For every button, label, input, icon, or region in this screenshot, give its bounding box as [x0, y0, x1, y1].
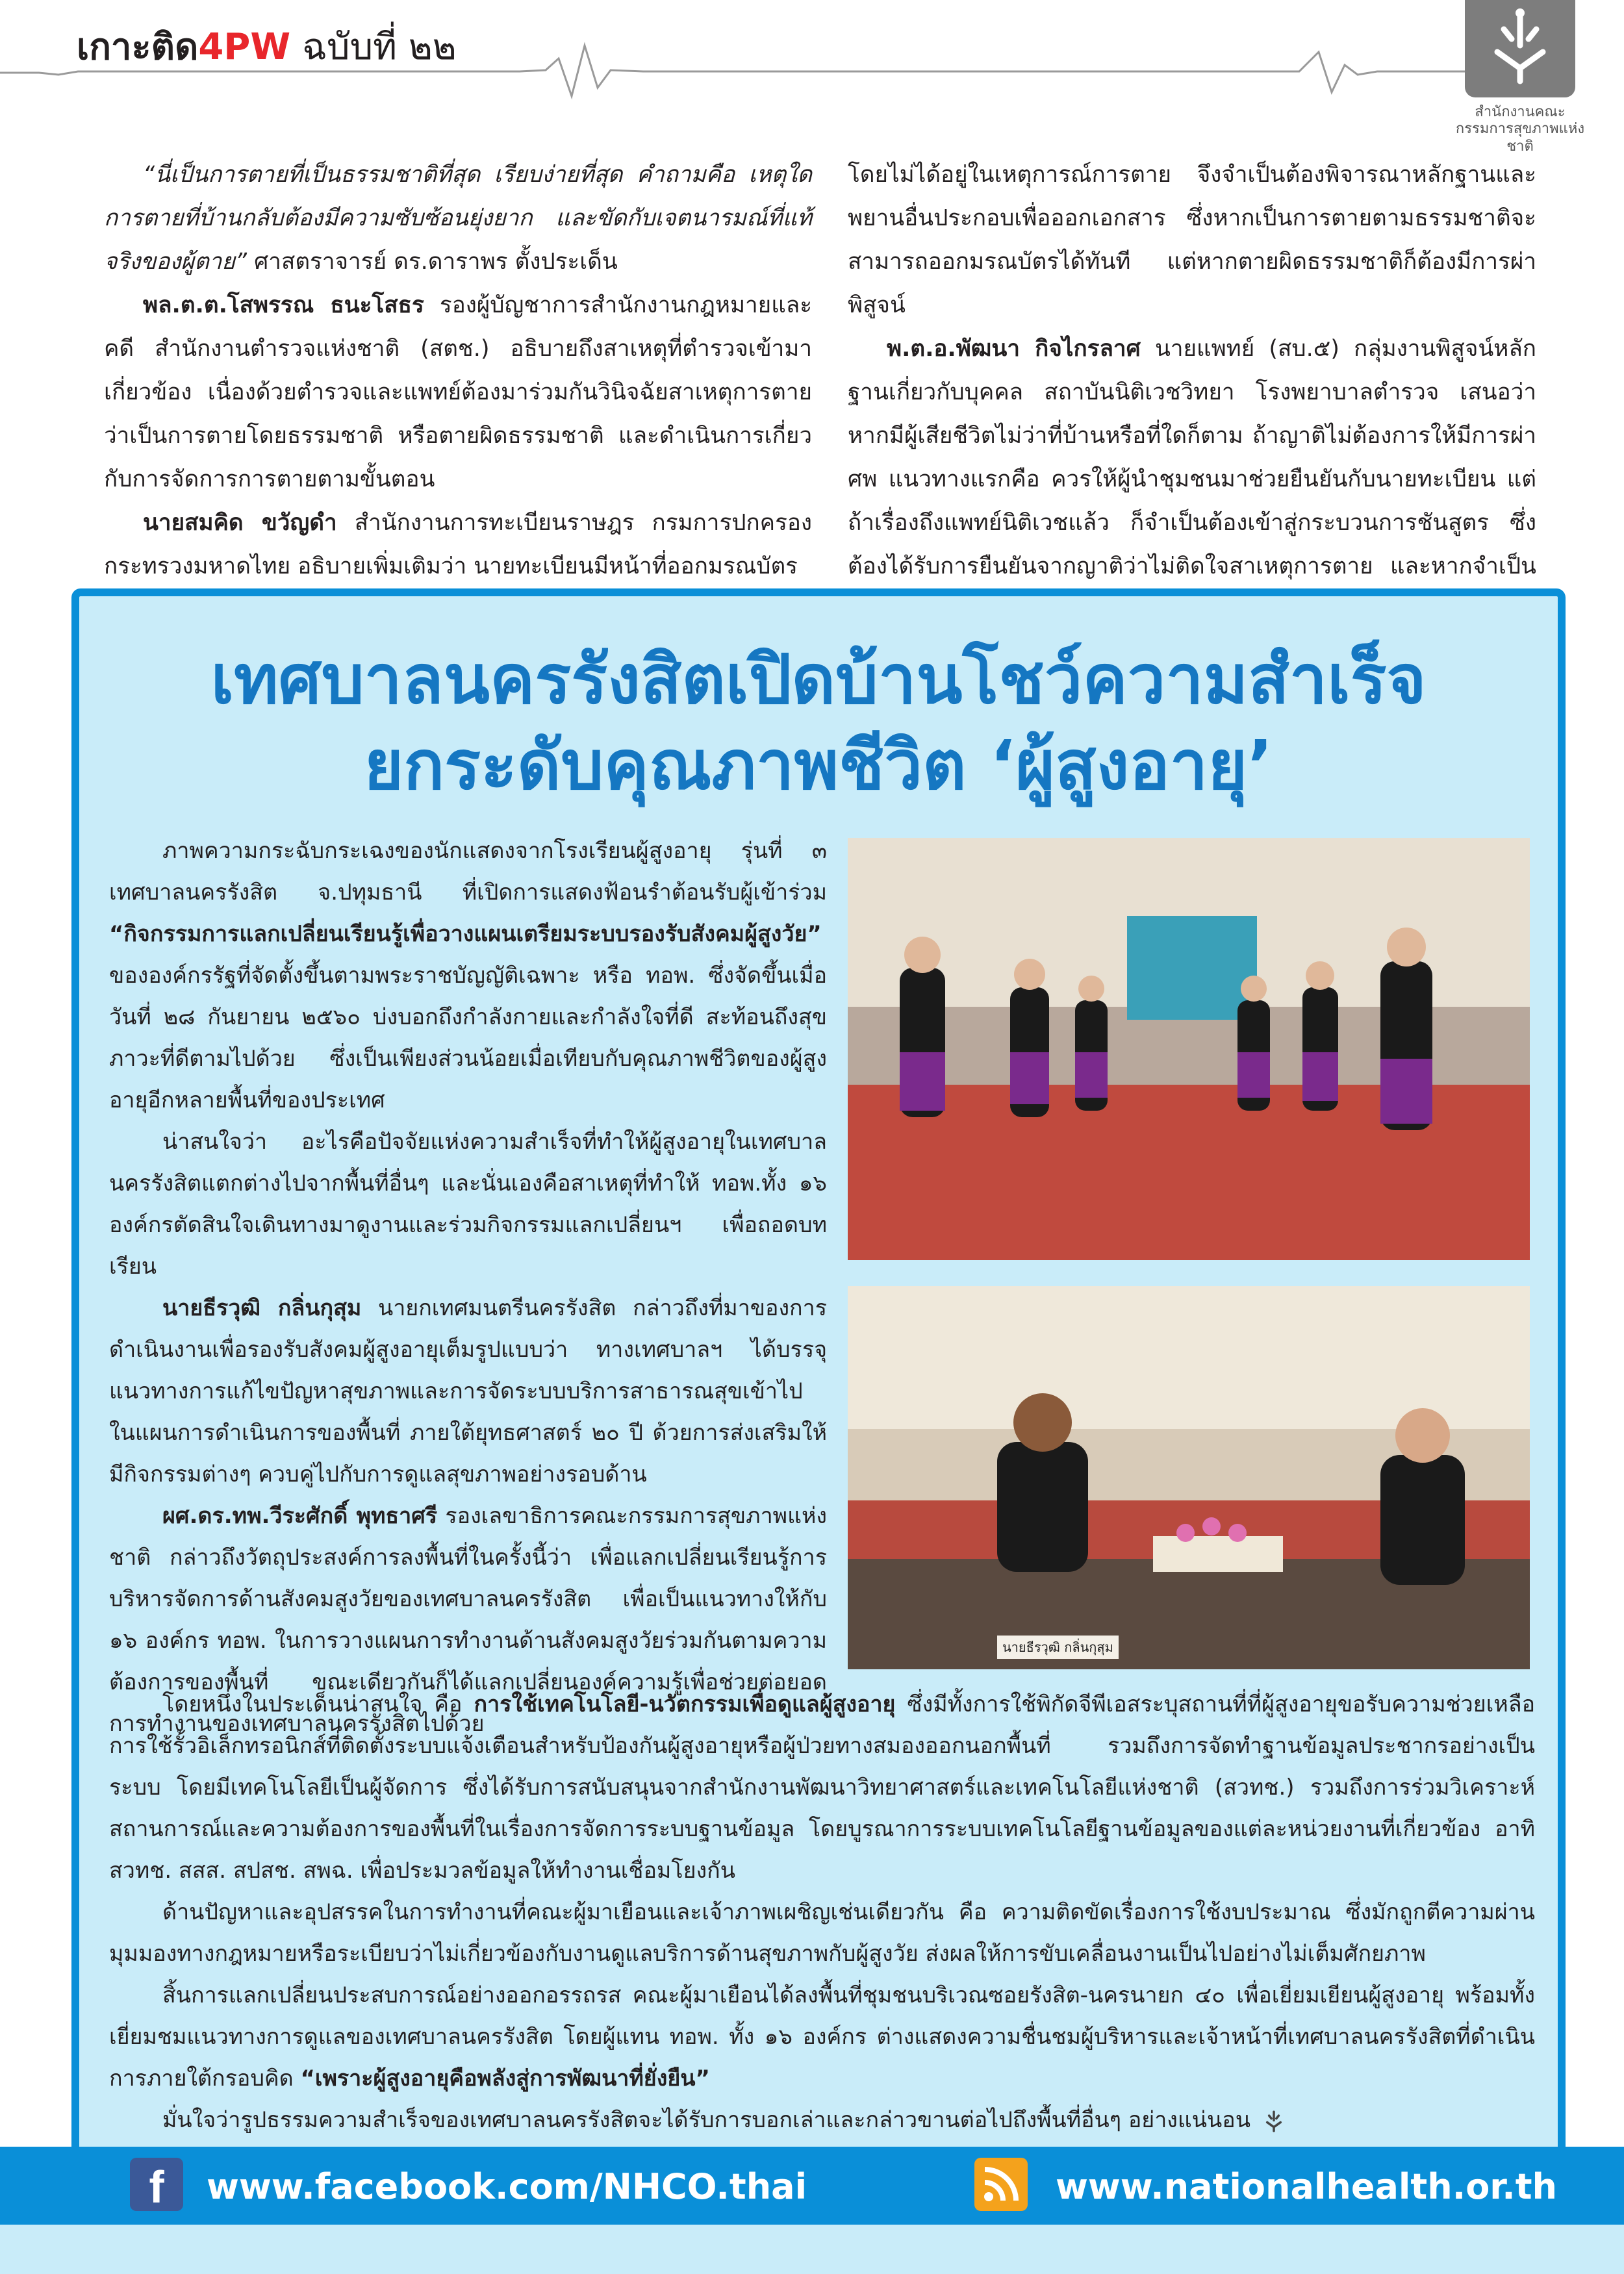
feature-title: [97, 637, 1540, 808]
feature-paragraph-2: น่าสนใจว่า อะไรคือปัจจัยแห่งความสำเร็จที่ทำให้ผู้สูงอายุในเทศบาลนครรังสิตแตกต่างไปจากพื้นที่อื่นๆ และนั่นเองคือสาเหตุที่ทำให้ ทอพ.ทั้ง ๑๖ องค์กรตัดสินใจเดินทางมาดูงานและร่วมกิจกรรมแลกเปลี่ยนฯ เพื่อถอดบทเรียน: [109, 1129, 827, 1280]
header-issue-number: ฉบับที่ ๒๒: [290, 26, 457, 68]
feature-full-width-text: [109, 1684, 1535, 2141]
left-paragraph-1: “นี่เป็นการตายที่เป็นธรรมชาติที่สุด เรียบง่ายที่สุด คำถามคือ เหตุใดการตายที่บ้านกลับต้องมีความซับซ้อนยุ่งยาก และขัดกับเจตนารมณ์ที่แท้จริงของผู้ตาย” ศาสตราจารย์ ดร.ดาราพร ตั้งประเด็น: [104, 162, 812, 275]
meeting-photo-illustration: [848, 1286, 1530, 1669]
photo-name-placard: นายธีรวุฒิ กลิ่นกุสุม: [997, 1636, 1119, 1659]
speaker-name: พ.ต.อ.พัฒนา กิจไกรลาศ: [887, 336, 1141, 362]
header-title-accent: 4PW: [198, 26, 291, 68]
dance-photo-illustration: [848, 838, 1530, 1260]
left-paragraph-2: พล.ต.ต.โสพรรณ ธนะโสธร รองผู้บัญชาการสำนักงานกฎหมายและคดี สำนักงานตำรวจแห่งชาติ (สตช.) อธิบายถึงสาเหตุที่ตำรวจเข้ามาเกี่ยวข้อง เนื่องด้วยตำรวจและแพทย์ต้องมาร่วมกันวินิจฉัยสาเหตุการตาย ว่าเป็นการตายโดยธรรมชาติ หรือตายผิดธรรมชาติ และดำเนินการเกี่ยวกับการจัดการการตายตามขั้นตอน: [104, 292, 812, 492]
facebook-link[interactable]: www.facebook.com/NHCO.thai: [207, 2166, 807, 2207]
header-title: เกาะติด4PW ฉบับที่ ๒๒: [77, 26, 457, 68]
feature-paragraph-4: ผศ.ดร.ทพ.วีระศักดิ์ พุทธาศรี รองเลขาธิการคณะกรรมการสุขภาพแห่งชาติ กล่าวถึงวัตถุประสงค์การลงพื้นที่ในครั้งนี้ว่า เพื่อแลกเปลี่ยนเรียนรู้การบริหารจัดการด้านสังคมสูงวัยของเทศบาลนครรังสิต เพื่อเป็นแนวทางให้กับ ๑๖ องค์กร ทอพ. ในการวางแผนการทำงานด้านสังคมสูงวัยร่วมกันตามความต้องการของพื้นที่ ขณะเดียวกันก็ได้แลกเปลี่ยนองค์ความรู้เพื่อช่วยต่อยอดการทำงานของเทศบาลนครรังสิตไปด้วย: [109, 1503, 827, 1737]
speaker-name: พล.ต.ต.โสพรรณ ธนะโสธร: [143, 292, 424, 318]
right-article-column: [848, 153, 1536, 632]
nhco-logo-icon: [1465, 0, 1575, 97]
nhco-logo: [1465, 0, 1575, 97]
rss-icon-glyph: [974, 2158, 1028, 2211]
left-article-column: [104, 153, 812, 588]
feature-paragraph-6: ด้านปัญหาและอุปสรรคในการทำงานที่คณะผู้มาเยือนและเจ้าภาพเผชิญเช่นเดียวกัน คือ ความติดขัดเรื่องการใช้งบประมาณ ซึ่งมักถูกตีความผ่านมุมมองทางกฎหมายหรือระเบียบว่าไม่เกี่ยวข้องกับงานดูแลบริการด้านสุขภาพกับผู้สูงวัย ส่งผลให้การขับเคลื่อนงานเป็นไปอย่างไม่เต็มศักยภาพ: [109, 1899, 1535, 1967]
feature-left-column: [109, 830, 827, 1745]
end-mark-icon: [1258, 2105, 1290, 2138]
footer-bottom-band: [0, 2225, 1624, 2274]
right-paragraph-1: โดยไม่ได้อยู่ในเหตุการณ์การตาย จึงจำเป็นต้องพิจารณาหลักฐานและพยานอื่นประกอบเพื่อออกเอกสาร ซึ่งหากเป็นการตายตามธรรมชาติจะสามารถออกมรณบัตรได้ทันที แต่หากตายผิดธรรมชาติก็ต้องมีการผ่าพิสูจน์: [848, 162, 1536, 318]
feature-title-line-1: เทศบาลนครรังสิตเปิดบ้านโชว์ความสำเร็จ: [210, 640, 1427, 719]
logo-caption: สำนักงานคณะกรรมการสุขภาพแห่งชาติ: [1455, 104, 1585, 155]
speaker-name: นายสมคิด ขวัญดำ: [143, 510, 337, 536]
right-paragraph-2: พ.ต.อ.พัฒนา กิจไกรลาศ นายแพทย์ (สบ.๕) กลุ่มงานพิสูจน์หลักฐานเกี่ยวกับบุคคล สถาบันนิติเวชวิทยา โรงพยาบาลตำรวจ เสนอว่า หากมีผู้เสียชีวิตไม่ว่าที่บ้านหรือที่ใดก็ตาม ถ้าญาติไม่ต้องการให้มีการผ่าศพ แนวทางแรกคือ ควรให้ผู้นำชุมชนมาช่วยยืนยันกับนายทะเบียน แต่ถ้าเรื่องถึงแพทย์นิติเวชแล้ว ก็จำเป็นต้องเข้าสู่กระบวนการชันสูตร ซึ่งต้องได้รับการยืนยันจากญาติว่าไม่ติดใจสาเหตุการตาย และหากจำเป็น: [848, 327, 1536, 632]
feature-paragraph-3: นายธีรวุฒิ กลิ่นกุสุม นายกเทศมนตรีนครรังสิต กล่าวถึงที่มาของการดำเนินงานเพื่อรองรับสังคมผู้สูงอายุเต็มรูปแบบว่า ทางเทศบาลฯ ได้บรรจุแนวทางการแก้ไขปัญหาสุขภาพและการจัดระบบบริการสาธารณสุขเข้าไปในแผนการดำเนินการของพื้นที่ ภายใต้ยุทธศาสตร์ ๒๐ ปี ด้วยการส่งเสริมให้มีกิจกรรมต่างๆ ควบคู่ไปกับการดูแลสุขภาพอย่างรอบด้าน: [109, 1295, 827, 1487]
feature-paragraph-8: มั่นใจว่ารูปธรรมความสำเร็จของเทศบาลนครรังสิตจะได้รับการบอกเล่าและกล่าวขานต่อไปถึงพื้นที่อื่นๆ อย่างแน่นอน: [109, 2099, 1535, 2141]
dance-performance-photo: [848, 838, 1530, 1260]
pulse-line-decoration: [0, 39, 1468, 104]
feature-paragraph-1: ภาพความกระฉับกระเฉงของนักแสดงจากโรงเรียนผู้สูงอายุ รุ่นที่ ๓ เทศบาลนครรังสิต จ.ปทุมธานี ที่เปิดการแสดงฟ้อนรำต้อนรับผู้เข้าร่วม “กิจกรรมการแลกเปลี่ยนเรียนรู้เพื่อวางแผนเตรียมระบบรองรับสังคมผู้สูงวัย” ขององค์กรรัฐที่จัดตั้งขึ้นตามพระราชบัญญัติเฉพาะ หรือ ทอพ. ซึ่งจัดขึ้นเมื่อวันที่ ๒๘ กันยายน ๒๕๖๐ บ่งบอกถึงกำลังกายและกำลังใจที่ดี สะท้อนถึงสุขภาวะที่ดีตามไปด้วย ซึ่งเป็นเพียงส่วนน้อยเมื่อเทียบกับคุณภาพชีวิตของผู้สูงอายุอีกหลายพื้นที่ของประเทศ: [109, 838, 827, 1113]
feature-paragraph-7: สิ้นการแลกเปลี่ยนประสบการณ์อย่างออกอรรถรส คณะผู้มาเยือนได้ลงพื้นที่ชุมชนบริเวณซอยรังสิต-นครนายก ๔๐ เพื่อเยี่ยมเยียนผู้สูงอายุ พร้อมทั้งเยี่ยมชมแนวทางการดูแลของเทศบาลนครรังสิต โดยผู้แทน ทอพ. ทั้ง ๑๖ องค์กร ต่างแสดงความชื่นชมผู้บริหารและเจ้าหน้าที่เทศบาลนครรังสิตที่ดำเนินการภายใต้กรอบคิด “เพราะผู้สูงอายุคือพลังสู่การพัฒนาที่ยั่งยืน”: [109, 1982, 1535, 2091]
meeting-photo: [848, 1286, 1530, 1669]
speaker-name: ผศ.ดร.ทพ.วีระศักดิ์ พุทธาศรี: [162, 1503, 438, 1529]
feature-paragraph-5: โดยหนึ่งในประเด็นน่าสนใจ คือ การใช้เทคโนโลยี-นวัตกรรมเพื่อดูแลผู้สูงอายุ ซึ่งมีทั้งการใช้พิกัดจีพีเอสระบุสถานที่ที่ผู้สูงอายุขอรับความช่วยเหลือ การใช้รั้วอิเล็กทรอนิกส์ที่ติดตั้งระบบแจ้งเตือนสำหรับป้องกันผู้สูงอายุหรือผู้ป่วยทางสมองออกนอกพื้นที่ รวมถึงการจัดทำฐานข้อมูลประชากรอย่างเป็นระบบ โดยมีเทคโนโลยีเป็นผู้จัดการ ซึ่งได้รับการสนับสนุนจากสำนักงานพัฒนาวิทยาศาสตร์และเทคโนโลยีแห่งชาติ (สวทช.) รวมถึงการร่วมวิเคราะห์สถานการณ์และความต้องการของพื้นที่ในเรื่องการจัดการระบบฐานข้อมูล โดยบูรณาการระบบเทคโนโลยีฐานข้อมูลของแต่ละหน่วยงานที่เกี่ยวข้อง อาทิ สวทช. สสส. สปสช. สพฉ. เพื่อประมวลข้อมูลให้ทำงานเชื่อมโยงกัน: [109, 1691, 1535, 1884]
rss-icon: [974, 2158, 1028, 2211]
facebook-icon: f: [130, 2158, 183, 2211]
website-link[interactable]: www.nationalhealth.or.th: [1056, 2166, 1558, 2207]
speaker-name: นายธีรวุฒิ กลิ่นกุสุม: [162, 1295, 362, 1321]
feature-title-line-2: ยกระดับคุณภาพชีวิต ‘ผู้สูงอายุ’: [364, 726, 1273, 805]
left-paragraph-3: นายสมคิด ขวัญดำ สำนักงานการทะเบียนราษฎร กรมการปกครอง กระทรวงมหาดไทย อธิบายเพิ่มเติมว่า นายทะเบียนมีหน้าที่ออกมรณบัตร: [104, 510, 812, 579]
